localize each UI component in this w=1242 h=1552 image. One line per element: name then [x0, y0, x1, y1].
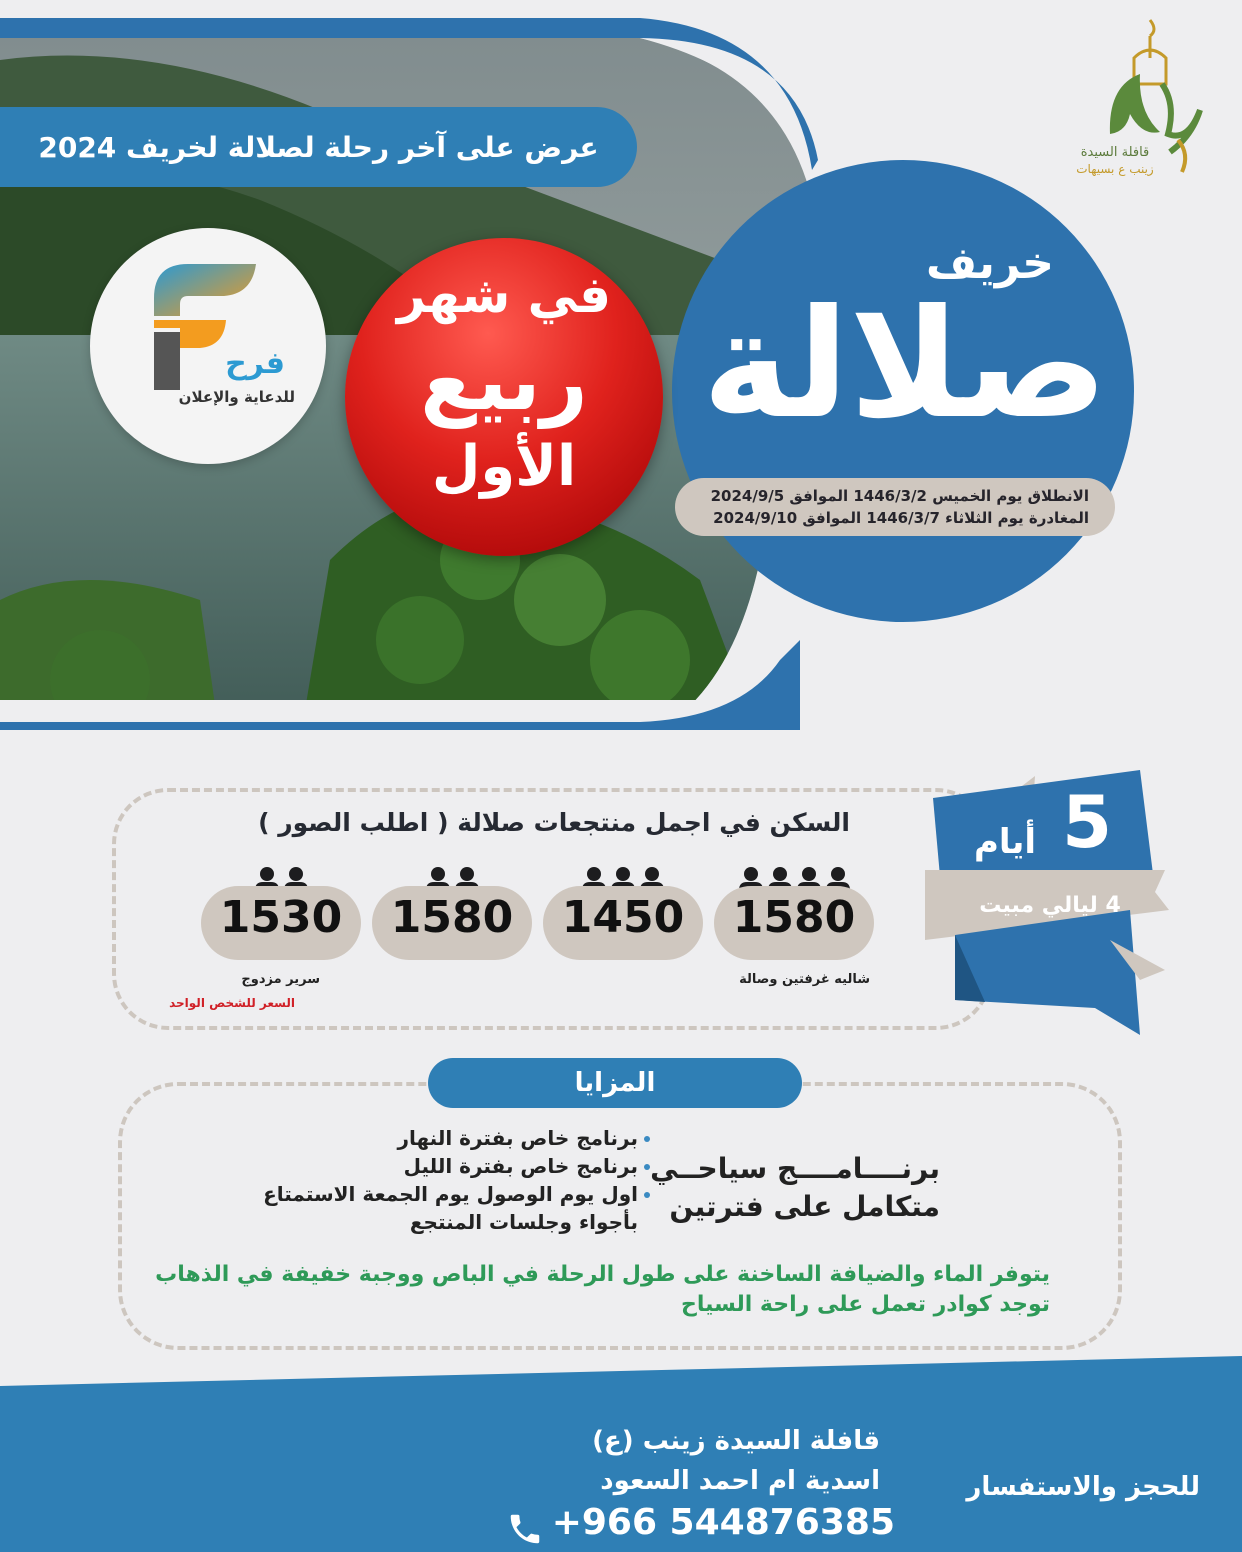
- price-option-4-persons: [714, 886, 874, 960]
- month-badge-line2: ربيع: [420, 334, 588, 429]
- tagline-text: عرض على آخر رحلة لصلالة لخريف 2024: [38, 130, 599, 164]
- chalet-note: شاليه غرفتين وصالة: [739, 972, 870, 987]
- program-title-line2: متكامل على فترتين: [669, 1190, 940, 1223]
- footer-contact-person: اسدية ام احمد السعود: [600, 1466, 880, 1496]
- trip-dates-pill: [675, 478, 1115, 536]
- service-note-2: توجد كوادر تعمل على راحة السياح: [680, 1292, 1050, 1317]
- brand-name-line2: زينب ع بسيهات: [1076, 162, 1154, 176]
- price-value: 1580: [390, 892, 514, 943]
- price-option-double-bed: [201, 886, 361, 960]
- price-value: 1580: [732, 892, 856, 943]
- price-option-2-persons: [372, 886, 532, 960]
- features-label-pill: [428, 1058, 802, 1108]
- features-label: المزايا: [574, 1068, 656, 1098]
- double-bed-note: سرير مزدوج: [241, 972, 320, 987]
- list-item-continued: بأجواء وجلسات المنتجع: [409, 1210, 638, 1234]
- footer-phone[interactable]: +966 544876385: [551, 1502, 895, 1543]
- price-value: 1530: [219, 892, 343, 943]
- advertiser-name: فرح: [225, 346, 285, 381]
- days-number: 5: [1061, 780, 1113, 864]
- departure-date: الانطلاق يوم الخميس 1446/3/2 الموافق 2024/9/5: [710, 487, 1089, 505]
- nights-label: 4 ليالي مبيت: [979, 893, 1121, 918]
- title-big: صلالة: [701, 278, 1109, 452]
- month-badge-line3: الأول: [431, 434, 577, 499]
- month-badge-line1: في شهر: [396, 266, 611, 324]
- bullet-dot-icon: [644, 1192, 650, 1198]
- list-item: برنامج خاص بفترة الليل: [200, 1152, 650, 1180]
- advertiser-logo: [90, 228, 326, 464]
- footer-booking-label: للحجز والاستفسار: [966, 1472, 1200, 1502]
- title-small: خريف: [925, 238, 1054, 289]
- price-option-3-persons: [543, 886, 703, 960]
- per-person-note: السعر للشخص الواحد: [169, 996, 295, 1010]
- bullet-dot-icon: [644, 1136, 650, 1142]
- advertiser-subtitle: للدعاية والإعلان: [178, 388, 295, 406]
- return-date: المغادرة يوم الثلاثاء 1446/3/7 الموافق 2024/9/10: [713, 509, 1089, 527]
- program-title-line1: برنــــامــــج سياحــي: [650, 1152, 940, 1185]
- feature-bullet-list: [200, 1124, 650, 1236]
- list-item: برنامج خاص بفترة النهار: [200, 1124, 650, 1152]
- program-title: [640, 1150, 940, 1226]
- days-label: أيام: [973, 822, 1037, 862]
- month-badge: [345, 238, 663, 556]
- brand-name-line1: قافلة السيدة: [1080, 145, 1150, 160]
- phone-icon: [506, 1510, 544, 1548]
- price-value: 1450: [561, 892, 685, 943]
- bullet-dot-icon: [644, 1164, 650, 1170]
- service-note-1: يتوفر الماء والضيافة الساخنة على طول الرحلة في الباص ووجبة خفيفة في الذهاب: [155, 1262, 1050, 1287]
- list-item: اول يوم الوصول يوم الجمعة الاستمتاع: [200, 1180, 650, 1208]
- footer-org-name: قافلة السيدة زينب (ع): [592, 1426, 880, 1456]
- tagline-banner: [0, 107, 637, 187]
- housing-title: السكن في اجمل منتجعات صلالة ( اطلب الصور ): [258, 808, 850, 837]
